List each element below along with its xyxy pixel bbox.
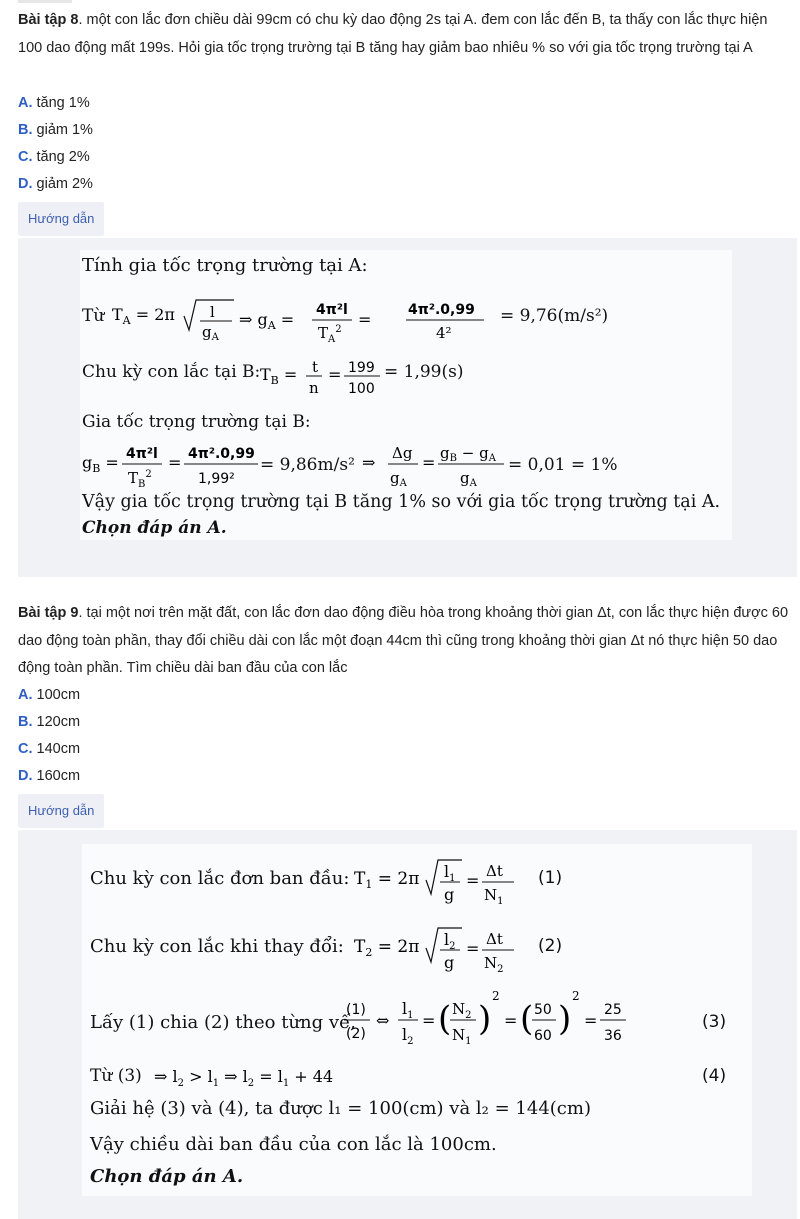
question-8 [18, 7, 793, 62]
q8-option-b[interactable] [18, 120, 93, 140]
q9-sol-line5: Giải hệ (3) và (4), ta được l₁ = 100(cm) và l₂ = 144(cm) [90, 1098, 591, 1119]
option-text: giảm 2% [32, 176, 93, 192]
svg-text:36: 36 [604, 1028, 622, 1044]
option-text: giảm 1% [32, 122, 93, 138]
q8-sol-line3-prefix: Chu kỳ con lắc tại B: [82, 362, 261, 382]
svg-text:⇒ l2 > l1 ⇒ l2 = l1 + 44: ⇒ $l_2 > l_1$ ⇒ $l_2 = l_1 + 44$ [154, 1067, 334, 1089]
q8-sol-line3-result: = 1,99(s) [384, 362, 464, 382]
svg-text:⇔: ⇔ [376, 1011, 390, 1030]
q8-sol-line6: Vậy gia tốc trọng trường tại B tăng 1% so với gia tốc trọng trường tại A. [82, 492, 721, 512]
svg-text:=: = [422, 453, 436, 472]
option-text: 160cm [32, 768, 81, 784]
q8-sol-line2-prefix: Từ [82, 306, 105, 326]
svg-text:TB2: $T_B^2$ [128, 469, 152, 490]
svg-text:4π²l: 4π²l [316, 302, 348, 318]
svg-text:TB =: $T_B$ = [260, 365, 298, 387]
q8-solution-panel [18, 238, 797, 577]
q9-sol-line4-tag: (4) [702, 1066, 727, 1086]
svg-text:gA: $g_A$ [390, 469, 407, 489]
svg-text:N1: $N_1$ [452, 1026, 472, 1047]
svg-text:l1: $l_1$ [402, 999, 414, 1021]
svg-text:4π²l: 4π²l [126, 446, 158, 462]
svg-text:=: = [358, 310, 372, 329]
option-text: tăng 2% [32, 149, 90, 165]
svg-text:60: 60 [534, 1028, 552, 1044]
svg-text:4²: 4² [436, 324, 452, 342]
q8-sol-line1: Tính gia tốc trọng trường tại A: [82, 255, 368, 276]
svg-text:l1: $l_1$ [444, 862, 456, 884]
formula-delta-g [358, 434, 518, 490]
svg-text:4π².0,99: 4π².0,99 [408, 302, 475, 318]
q9-sol-line6: Vậy chiều dài ban đầu của con lắc là 100cm. [90, 1134, 497, 1155]
q9-guide-button[interactable]: Hướng dẫn [18, 794, 104, 828]
svg-text:(: ( [520, 999, 534, 1039]
q9-sol-line1-tag: (1) [538, 868, 563, 888]
q8-guide-button[interactable]: Hướng dẫn [18, 202, 104, 236]
svg-text:=: = [504, 1011, 518, 1030]
svg-text:l2: $l_2$ [402, 1025, 414, 1047]
svg-text:50: 50 [534, 1002, 552, 1018]
svg-text:4π².0,99: 4π².0,99 [188, 446, 255, 462]
svg-text:Δt: Δt [486, 862, 503, 880]
svg-text:2: 2 [492, 989, 500, 1003]
svg-text:g: g [444, 953, 455, 972]
option-letter: B. [18, 122, 33, 138]
q9-solution-image [82, 844, 752, 1196]
svg-text:100: 100 [348, 381, 375, 397]
svg-text:=: = [328, 365, 342, 384]
svg-text:gA: $g_A$ [202, 323, 219, 343]
formula-l2-l1 [152, 1060, 372, 1090]
svg-text:): ) [478, 999, 492, 1039]
q8-solution-image [80, 250, 732, 540]
question-9 [18, 600, 793, 683]
option-letter: D. [18, 176, 33, 192]
svg-text:=: = [466, 871, 480, 890]
option-letter: B. [18, 714, 33, 730]
svg-text:⇒ gA =: ⇒ $g_A$ = [239, 310, 295, 332]
q9-sol-line3-prefix: Lấy (1) chia (2) theo từng vế, [90, 1012, 356, 1033]
svg-text:T2 = 2π: $T_2 = 2\pi$ [354, 937, 420, 959]
formula-T2 [352, 914, 532, 978]
option-text: 120cm [32, 714, 81, 730]
option-letter: A. [18, 687, 33, 703]
option-letter: C. [18, 741, 33, 757]
q9-solution-panel [18, 830, 797, 1219]
svg-text:l2: $l_2$ [444, 930, 456, 952]
svg-text:=: = [466, 939, 480, 958]
svg-text:(: ( [438, 999, 452, 1039]
svg-text:N2: $N_2$ [484, 954, 504, 975]
q9-sol-line7: Chọn đáp án A. [90, 1166, 244, 1187]
q9-sol-line2-prefix: Chu kỳ con lắc khi thay đổi: [90, 936, 344, 957]
q8-sol-line2 [82, 306, 104, 326]
question-8-label: Bài tập 8 [18, 12, 79, 28]
svg-text:199: 199 [348, 360, 375, 376]
q9-sol-line3-tag: (3) [702, 1012, 727, 1032]
question-8-text: . một con lắc đơn chiều dài 99cm có chu kỳ dao động 2s tại A. đem con lắc đến B, ta thấy con lắc thực hiện 100 dao động mất 199s. Hỏi gia tốc trọng trường tại B tăng hay giảm bao nhiêu % so với gia tốc trọng trường tại A [18, 12, 768, 56]
svg-text:(1): (1) [346, 1002, 366, 1018]
svg-text:gA: $g_A$ [460, 469, 477, 489]
q8-option-c[interactable] [18, 147, 90, 167]
option-letter: C. [18, 149, 33, 165]
q9-sol-line1-prefix: Chu kỳ con lắc đơn ban đầu: [90, 868, 350, 889]
svg-text:⇒: ⇒ [362, 453, 376, 472]
svg-text:gB − gA: $g_B - g_A$ [440, 444, 496, 464]
svg-text:1,99²: 1,99² [198, 471, 235, 487]
svg-text:(2): (2) [346, 1026, 366, 1042]
svg-text:T1 = 2π: $T_1 = 2\pi$ [354, 869, 420, 891]
q9-option-a[interactable] [18, 685, 80, 705]
svg-text:n: n [309, 379, 319, 397]
svg-text:=: = [584, 1011, 598, 1030]
svg-text:TA = 2π: $T_A = 2\pi$ [112, 305, 175, 327]
q9-option-c[interactable] [18, 739, 80, 759]
svg-text:l: l [210, 303, 215, 321]
svg-text:TA2: $T_A^2$ [318, 324, 342, 344]
svg-text:Δt: Δt [486, 930, 503, 948]
svg-text:gB =: $g_B$ = [82, 453, 119, 475]
top-divider [18, 0, 72, 3]
q9-option-d[interactable] [18, 766, 80, 786]
formula-ratio [344, 982, 674, 1052]
svg-text:N1: $N_1$ [484, 886, 504, 907]
svg-text:g: g [444, 885, 455, 904]
option-text: tăng 1% [32, 95, 90, 111]
formula-T1 [352, 846, 532, 910]
svg-text:2: 2 [572, 989, 580, 1003]
q8-option-d[interactable] [18, 174, 93, 194]
q8-sol-line5-mid: = 9,86m/s² [260, 455, 355, 475]
svg-text:t: t [312, 358, 319, 376]
svg-text:): ) [558, 999, 572, 1039]
formula-gA [106, 286, 406, 344]
q9-sol-line2-tag: (2) [538, 936, 563, 956]
svg-text:=: = [422, 1011, 436, 1030]
q8-sol-line2-result: = 9,76(m/s²) [500, 306, 609, 326]
option-text: 140cm [32, 741, 81, 757]
option-text: 100cm [32, 687, 81, 703]
q9-option-b[interactable] [18, 712, 80, 732]
svg-text:25: 25 [604, 1002, 622, 1018]
q8-option-a[interactable] [18, 93, 90, 113]
svg-text:N2: $N_2$ [452, 1000, 472, 1021]
q9-sol-line4-prefix: Từ (3) [90, 1066, 142, 1086]
q8-sol-line5-result: = 0,01 = 1% [508, 455, 618, 475]
option-letter: A. [18, 95, 33, 111]
q8-sol-line7: Chọn đáp án A. [82, 518, 227, 538]
option-letter: D. [18, 768, 33, 784]
svg-text:=: = [168, 453, 182, 472]
question-9-text: . tại một nơi trên mặt đất, con lắc đơn dao động điều hòa trong khoảng thời gian Δt, con lắc thực hiện được 60 dao động toàn phần, thay đổi chiều dài con lắc một đoạn 44cm thì cũng trong khoảng thời gian Δt nó thực hiện 50 dao động toàn phần. Tìm chiều dài ban đầu của con lắc [18, 605, 789, 676]
svg-text:Δg: Δg [392, 444, 413, 462]
q8-sol-line4: Gia tốc trọng trường tại B: [82, 412, 311, 432]
question-9-label: Bài tập 9 [18, 605, 79, 621]
